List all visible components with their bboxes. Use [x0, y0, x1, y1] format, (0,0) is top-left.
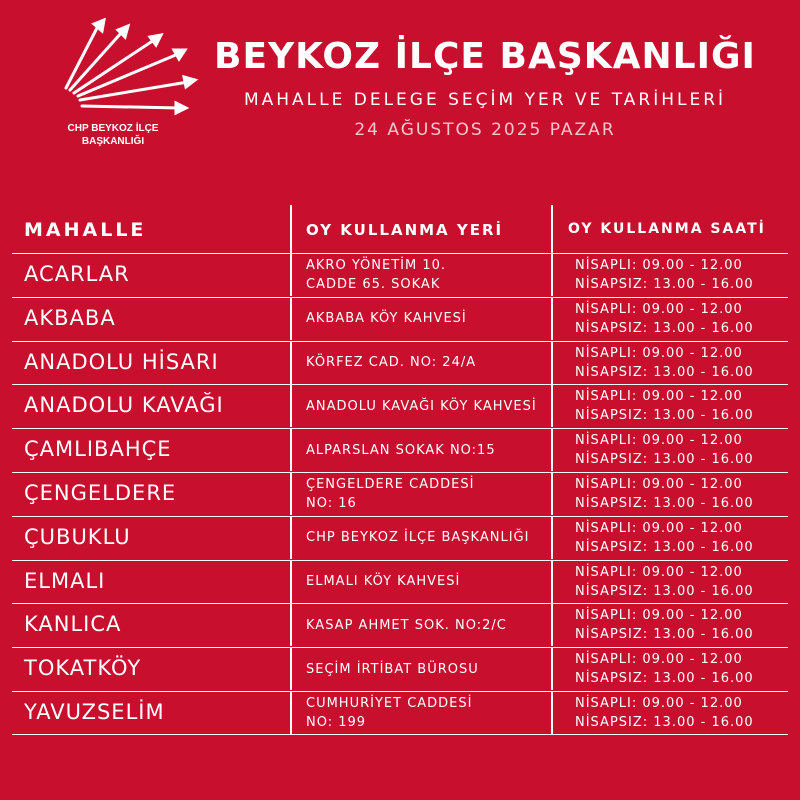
column-divider [290, 342, 292, 384]
voting-hours [575, 694, 754, 732]
column-divider [551, 473, 553, 515]
location-line2: NO: 199 [306, 714, 367, 730]
hours-no-quorum: NİSAPSIZ: 13.00 - 16.00 [575, 277, 754, 292]
six-arrows-icon [58, 18, 208, 118]
column-divider [551, 205, 553, 253]
location-line1: ÇENGELDERE CADDESİ [306, 476, 475, 492]
hours-no-quorum: NİSAPSIZ: 13.00 - 16.00 [575, 671, 754, 687]
table-row [12, 253, 788, 297]
hours-no-quorum: NİSAPSIZ: 13.00 - 16.00 [575, 320, 754, 336]
hours-no-quorum: NİSAPSIZ: 13.00 - 16.00 [575, 495, 754, 511]
mahalle-name: ÇUBUKLU [24, 524, 131, 549]
column-divider [551, 298, 553, 340]
voting-location [306, 342, 556, 384]
hours-quorum: NİSAPLI: 09.00 - 12.00 [575, 301, 743, 317]
chp-logo [58, 18, 208, 158]
location-line1: ELMALI KÖY KAHVESİ [306, 574, 461, 590]
voting-hours [575, 300, 754, 338]
column-divider [551, 385, 553, 427]
column-divider [290, 473, 292, 515]
column-divider [290, 561, 292, 603]
mahalle-name: YAVUZSELİM [24, 699, 165, 724]
hours-no-quorum: NİSAPSIZ: 13.00 - 16.00 [575, 539, 754, 555]
voting-location [306, 254, 556, 296]
location-line1: KÖRFEZ CAD. NO: 24/A [306, 355, 477, 371]
location-line1: KASAP AHMET SOK. NO:2/C [306, 617, 507, 633]
hours-quorum: NİSAPLI: 09.00 - 12.00 [575, 433, 743, 449]
mahalle-name: ÇAMLIBAHÇE [24, 437, 172, 462]
hours-no-quorum: NİSAPSIZ: 13.00 - 16.00 [575, 627, 754, 643]
election-date: 24 AĞUSTOS 2025 PAZAR [354, 120, 616, 140]
table-row [12, 472, 788, 516]
column-divider [290, 604, 292, 646]
logo-text-line1: CHP BEYKOZ İLÇE [67, 123, 159, 134]
column-header-yer: OY KULLANMA YERİ [306, 221, 504, 239]
voting-hours [575, 563, 754, 601]
column-header-mahalle: MAHALLE [24, 219, 147, 241]
voting-hours [575, 475, 754, 513]
voting-hours [575, 431, 754, 469]
voting-location [306, 561, 556, 603]
mahalle-name: KANLICA [24, 612, 122, 637]
table-header [12, 205, 788, 253]
location-line1: SEÇİM İRTİBAT BÜROSU [306, 661, 479, 677]
hours-quorum: NİSAPLI: 09.00 - 12.00 [575, 520, 743, 536]
table-row [12, 384, 788, 428]
schedule-table [12, 205, 788, 735]
hours-no-quorum: NİSAPSIZ: 13.00 - 16.00 [575, 408, 754, 424]
location-line1: CUMHURİYET CADDESİ [306, 695, 473, 711]
voting-hours [575, 256, 754, 294]
table-row [12, 341, 788, 385]
voting-location [306, 429, 556, 471]
column-divider [290, 298, 292, 340]
column-header-saat: OY KULLANMA SAATİ [568, 221, 766, 237]
location-line2: NO: 16 [306, 495, 357, 511]
hours-no-quorum: NİSAPSIZ: 13.00 - 16.00 [575, 714, 754, 730]
hours-no-quorum: NİSAPSIZ: 13.00 - 16.00 [575, 452, 754, 468]
hours-no-quorum: NİSAPSIZ: 13.00 - 16.00 [575, 364, 754, 380]
column-divider [290, 517, 292, 559]
column-divider [551, 648, 553, 690]
mahalle-name: ACARLAR [24, 262, 130, 286]
page-subtitle: MAHALLE DELEGE SEÇİM YER VE TARİHLERİ [243, 90, 727, 110]
table-row [12, 516, 788, 560]
table-row [12, 691, 788, 735]
table-row [12, 428, 788, 472]
table-body [12, 253, 788, 735]
mahalle-name: TOKATKÖY [24, 656, 142, 681]
table-row [12, 560, 788, 604]
column-divider [551, 342, 553, 384]
voting-location [306, 604, 556, 646]
voting-hours [575, 519, 754, 557]
mahalle-name: ANADOLU KAVAĞI [24, 393, 224, 418]
mahalle-name: ANADOLU HİSARI [24, 349, 219, 374]
location-line1: AKBABA KÖY KAHVESİ [306, 311, 467, 327]
logo-text [58, 122, 168, 148]
column-divider [551, 692, 553, 734]
hours-quorum: NİSAPLI: 09.00 - 12.00 [575, 345, 743, 361]
hours-quorum: NİSAPLI: 09.00 - 12.00 [575, 564, 743, 580]
location-line1: ANADOLU KAVAĞI KÖY KAHVESİ [306, 398, 537, 414]
logo-text-line2: BAŞKANLIĞI [81, 136, 145, 147]
mahalle-name: ELMALI [24, 568, 106, 593]
voting-hours [575, 344, 754, 382]
location-line2: CADDE 65. SOKAK [306, 277, 441, 292]
hours-quorum: NİSAPLI: 09.00 - 12.00 [575, 695, 743, 711]
voting-location [306, 385, 556, 427]
table-row [12, 603, 788, 647]
table-row [12, 297, 788, 341]
hours-quorum: NİSAPLI: 09.00 - 12.00 [575, 389, 743, 405]
column-divider [551, 254, 553, 296]
table-row [12, 647, 788, 691]
column-divider [290, 385, 292, 427]
column-divider [290, 692, 292, 734]
column-divider [551, 517, 553, 559]
column-divider [551, 561, 553, 603]
voting-hours [575, 606, 754, 644]
column-divider [551, 604, 553, 646]
location-line1: ALPARSLAN SOKAK NO:15 [306, 442, 496, 458]
voting-hours [575, 650, 754, 688]
column-divider [290, 648, 292, 690]
voting-location [306, 298, 556, 340]
column-divider [551, 429, 553, 471]
voting-location [306, 648, 556, 690]
hours-quorum: NİSAPLI: 09.00 - 12.00 [575, 608, 743, 624]
mahalle-name: ÇENGELDERE [24, 480, 177, 505]
voting-hours [575, 387, 754, 425]
mahalle-name: AKBABA [24, 305, 116, 330]
voting-location [306, 692, 556, 734]
hours-no-quorum: NİSAPSIZ: 13.00 - 16.00 [575, 583, 754, 599]
column-divider [290, 429, 292, 471]
column-divider [290, 254, 292, 296]
hours-quorum: NİSAPLI: 09.00 - 12.00 [575, 258, 743, 273]
location-line1: AKRO YÖNETİM 10. [306, 258, 447, 273]
voting-location [306, 473, 556, 515]
hours-quorum: NİSAPLI: 09.00 - 12.00 [575, 476, 743, 492]
column-divider [290, 205, 292, 253]
hours-quorum: NİSAPLI: 09.00 - 12.00 [575, 652, 743, 668]
page-title: BEYKOZ İLÇE BAŞKANLIĞI [214, 36, 756, 77]
location-line1: CHP BEYKOZ İLÇE BAŞKANLIĞI [306, 530, 530, 546]
voting-location [306, 517, 556, 559]
